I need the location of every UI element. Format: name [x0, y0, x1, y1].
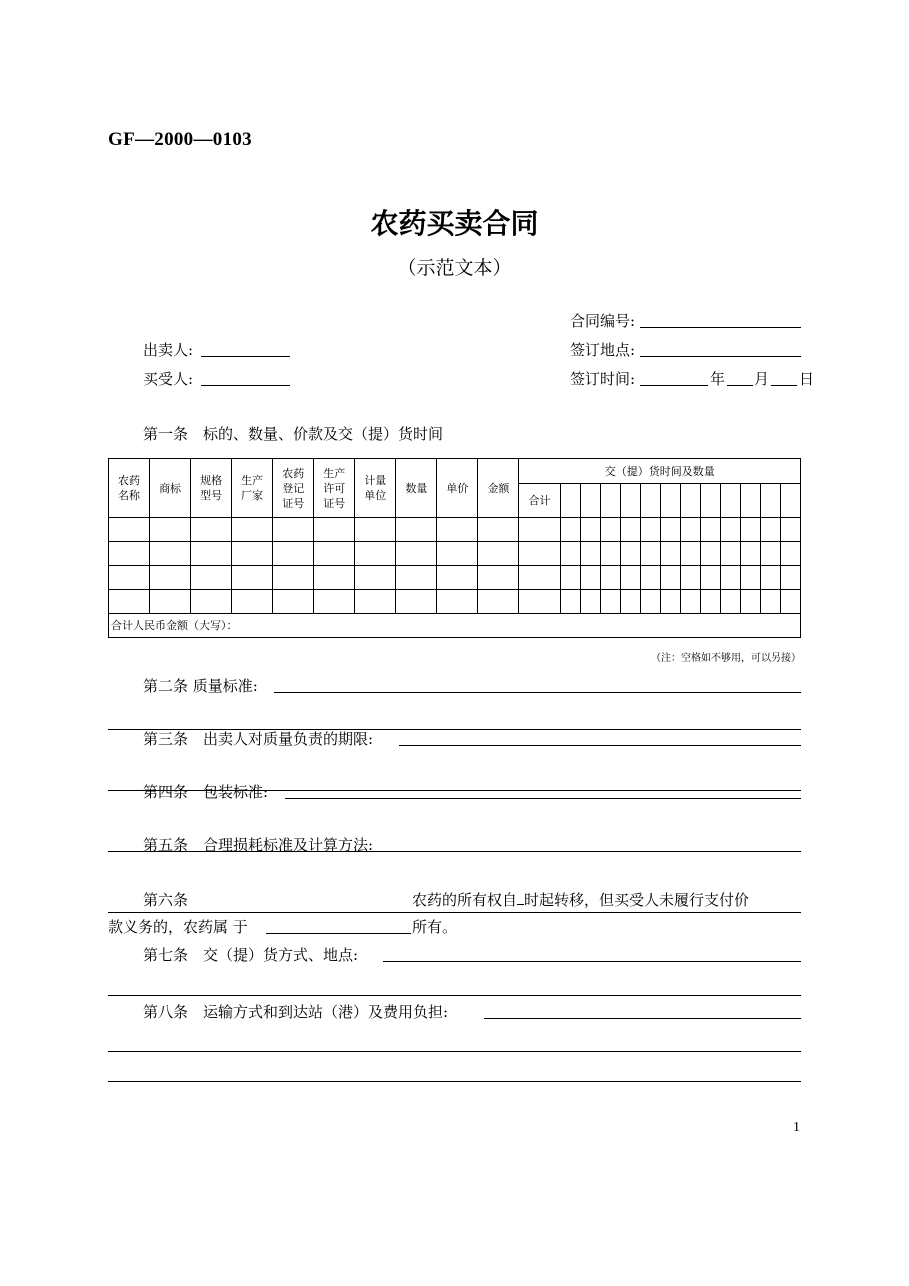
- month-label: 月: [754, 370, 770, 388]
- table-cell[interactable]: [640, 518, 660, 542]
- table-cell[interactable]: [720, 518, 740, 542]
- table-cell[interactable]: [273, 590, 314, 614]
- article-8-extra-line-2[interactable]: [108, 1081, 801, 1082]
- table-cell[interactable]: [600, 590, 620, 614]
- table-cell[interactable]: [273, 542, 314, 566]
- table-cell[interactable]: [660, 590, 680, 614]
- table-cell[interactable]: [314, 518, 355, 542]
- table-cell[interactable]: [150, 518, 191, 542]
- column-header: [396, 459, 437, 518]
- subtotal-header: 合计: [519, 484, 560, 518]
- table-cell[interactable]: [109, 542, 150, 566]
- total-amount-label: 合计人民币金额（大写）：: [109, 614, 801, 638]
- table-cell[interactable]: [560, 590, 580, 614]
- table-cell[interactable]: [109, 518, 150, 542]
- sign-place-label: 签订地点:: [570, 341, 636, 359]
- article-8-field[interactable]: [484, 1018, 801, 1019]
- table-cell[interactable]: [191, 590, 232, 614]
- table-cell[interactable]: [191, 542, 232, 566]
- table-cell[interactable]: [680, 566, 700, 590]
- column-header: [150, 459, 191, 518]
- page-number: 1: [793, 1120, 800, 1135]
- table-cell[interactable]: [580, 566, 600, 590]
- table-cell[interactable]: [109, 590, 150, 614]
- article-7-label: 第七条 交（提）货方式、地点:: [143, 946, 359, 964]
- table-cell[interactable]: [580, 590, 600, 614]
- sign-time-label: 签订时间:: [570, 370, 636, 388]
- year-label: 年: [710, 370, 726, 388]
- article-8-extra-line-1[interactable]: [108, 1051, 801, 1052]
- table-cell[interactable]: [780, 590, 800, 614]
- table-cell[interactable]: [232, 542, 273, 566]
- buyer-label: 买受人:: [143, 370, 194, 388]
- article-3-label: 第三条 出卖人对质量负责的期限:: [143, 730, 374, 748]
- table-cell[interactable]: [740, 566, 760, 590]
- column-header-line: 生产: [323, 466, 346, 480]
- table-cell[interactable]: [437, 566, 478, 590]
- column-header-line: 金额: [487, 481, 510, 495]
- table-cell[interactable]: [232, 518, 273, 542]
- column-header-line: 证号: [323, 496, 346, 510]
- table-cell[interactable]: [720, 542, 740, 566]
- article-7-field[interactable]: [383, 961, 801, 962]
- column-header: [478, 459, 519, 518]
- sign-day-field[interactable]: [771, 385, 797, 386]
- article-1-title: 第一条 标的、数量、价款及交（提）货时间: [143, 425, 444, 443]
- column-header: [355, 459, 396, 518]
- day-label: 日: [799, 370, 815, 388]
- table-cell[interactable]: [600, 566, 620, 590]
- table-cell[interactable]: [620, 566, 640, 590]
- column-header-line: 证号: [282, 496, 305, 510]
- delivery-date-header-cell[interactable]: [640, 484, 660, 518]
- table-cell[interactable]: [760, 542, 780, 566]
- table-cell[interactable]: [740, 518, 760, 542]
- delivery-date-header-cell[interactable]: [600, 484, 620, 518]
- table-cell[interactable]: [560, 518, 580, 542]
- sign-year-field[interactable]: [640, 385, 708, 386]
- table-cell[interactable]: [150, 542, 191, 566]
- article-5-label: 第五条 合理损耗标准及计算方法:: [143, 836, 374, 854]
- table-cell[interactable]: [580, 518, 600, 542]
- article-4-field[interactable]: [285, 798, 801, 799]
- table-cell[interactable]: [700, 542, 720, 566]
- table-cell[interactable]: [355, 566, 396, 590]
- column-header-line: 登记: [282, 481, 305, 495]
- delivery-date-header-cell[interactable]: [780, 484, 800, 518]
- contract-subtitle: （示范文本）: [397, 257, 512, 279]
- delivery-date-header-cell[interactable]: [700, 484, 720, 518]
- table-cell[interactable]: [478, 590, 519, 614]
- column-header: [109, 459, 150, 518]
- column-header-line: 型号: [200, 489, 223, 502]
- delivery-date-header-cell[interactable]: [620, 484, 640, 518]
- table-cell[interactable]: [760, 518, 780, 542]
- table-cell[interactable]: [314, 566, 355, 590]
- table-cell[interactable]: [191, 566, 232, 590]
- table-cell[interactable]: [560, 542, 580, 566]
- table-cell[interactable]: [640, 566, 660, 590]
- table-cell[interactable]: [273, 518, 314, 542]
- delivery-date-header-cell[interactable]: [720, 484, 740, 518]
- table-cell[interactable]: [680, 590, 700, 614]
- sign-place-field[interactable]: [640, 356, 801, 357]
- column-header-line: 农药: [282, 466, 305, 480]
- table-cell[interactable]: [700, 566, 720, 590]
- article-3-field[interactable]: [399, 745, 801, 746]
- buyer-field[interactable]: [201, 385, 290, 386]
- article-6-head: 第六条: [143, 891, 189, 909]
- table-cell[interactable]: [780, 566, 800, 590]
- table-cell[interactable]: [720, 590, 740, 614]
- table-cell[interactable]: [640, 542, 660, 566]
- article-2-field[interactable]: [274, 692, 801, 693]
- table-cell[interactable]: [640, 590, 660, 614]
- table-cell[interactable]: [620, 518, 640, 542]
- contract-no-field[interactable]: [640, 327, 801, 328]
- column-header-line: 商标: [159, 481, 182, 495]
- table-cell[interactable]: [232, 566, 273, 590]
- column-header-line: 数量: [405, 481, 428, 495]
- column-header: [191, 459, 232, 518]
- table-cell[interactable]: [660, 542, 680, 566]
- contract-no-label: 合同编号:: [570, 312, 636, 330]
- table-cell[interactable]: [478, 542, 519, 566]
- table-cell[interactable]: [600, 518, 620, 542]
- table-cell[interactable]: [580, 542, 600, 566]
- article-6-line2-b: 所有。: [412, 918, 458, 936]
- table-cell[interactable]: [355, 590, 396, 614]
- delivery-date-header-cell[interactable]: [760, 484, 780, 518]
- article-4-extra-line[interactable]: [108, 851, 399, 852]
- article-8-label: 第八条 运输方式和到达站（港）及费用负担:: [143, 1003, 449, 1021]
- column-header-line: 农药: [118, 474, 141, 487]
- seller-label: 出卖人:: [143, 341, 194, 359]
- table-row: [109, 590, 801, 614]
- table-cell[interactable]: [314, 542, 355, 566]
- table-cell[interactable]: [437, 542, 478, 566]
- table-cell[interactable]: [700, 518, 720, 542]
- table-cell[interactable]: [519, 566, 560, 590]
- delivery-date-header-cell[interactable]: [660, 484, 680, 518]
- column-header-line: 许可: [323, 481, 346, 495]
- document-code: GF—2000—0103: [108, 129, 252, 150]
- ownership-party-field[interactable]: [266, 933, 411, 934]
- column-header-line: 名称: [118, 489, 141, 502]
- table-cell[interactable]: [478, 518, 519, 542]
- table-cell[interactable]: [314, 590, 355, 614]
- seller-field[interactable]: [201, 356, 290, 357]
- table-cell[interactable]: [396, 542, 437, 566]
- table-cell[interactable]: [600, 542, 620, 566]
- article-6-rule: [108, 912, 801, 913]
- table-cell[interactable]: [660, 518, 680, 542]
- table-cell[interactable]: [620, 590, 640, 614]
- sign-month-field[interactable]: [727, 385, 753, 386]
- table-cell[interactable]: [740, 542, 760, 566]
- table-cell[interactable]: [150, 590, 191, 614]
- table-cell[interactable]: [355, 518, 396, 542]
- table-cell[interactable]: [191, 518, 232, 542]
- ownership-time-field[interactable]: [517, 890, 524, 905]
- article-6-text: 农药的所有权自 时起转移，但买受人未履行支付价: [412, 891, 750, 909]
- table-row: [109, 542, 801, 566]
- table-cell[interactable]: [437, 590, 478, 614]
- table-cell[interactable]: [780, 518, 800, 542]
- table-cell[interactable]: [355, 542, 396, 566]
- table-cell[interactable]: [760, 566, 780, 590]
- column-header: [437, 459, 478, 518]
- table-cell[interactable]: [396, 590, 437, 614]
- table-cell[interactable]: [150, 566, 191, 590]
- column-header-line: 单位: [364, 489, 387, 502]
- table-cell[interactable]: [620, 542, 640, 566]
- delivery-date-header-cell[interactable]: [680, 484, 700, 518]
- delivery-date-header-cell[interactable]: [740, 484, 760, 518]
- article-2-label: 第二条 质量标准:: [143, 677, 258, 695]
- article-6-line2-a: 款义务的，农药属 于: [108, 918, 248, 936]
- table-cell[interactable]: [519, 518, 560, 542]
- column-header-line: 生产: [241, 474, 264, 487]
- table-note: （注：空格如不够用，可以另接）: [651, 653, 801, 664]
- article-5-field[interactable]: [399, 851, 801, 852]
- table-cell[interactable]: [680, 542, 700, 566]
- table-row: [109, 566, 801, 590]
- column-header: [232, 459, 273, 518]
- contract-title: 农药买卖合同: [370, 207, 539, 240]
- column-header-line: 计量: [364, 474, 387, 487]
- table-cell[interactable]: [780, 542, 800, 566]
- table-cell[interactable]: [396, 518, 437, 542]
- column-header-line: 规格: [200, 474, 223, 487]
- table-cell[interactable]: [740, 590, 760, 614]
- table-cell[interactable]: [560, 566, 580, 590]
- column-header: [273, 459, 314, 518]
- column-header-line: 单价: [446, 481, 469, 495]
- table-cell[interactable]: [232, 590, 273, 614]
- table-cell[interactable]: [680, 518, 700, 542]
- table-cell[interactable]: [660, 566, 680, 590]
- table-cell[interactable]: [760, 590, 780, 614]
- goods-table: [108, 458, 801, 638]
- table-cell[interactable]: [437, 518, 478, 542]
- table-cell[interactable]: [396, 566, 437, 590]
- table-cell[interactable]: [519, 590, 560, 614]
- column-header: [314, 459, 355, 518]
- article-4-label: 第四条 包装标准:: [143, 783, 269, 801]
- article-7-extra-line[interactable]: [108, 995, 801, 996]
- table-cell[interactable]: [700, 590, 720, 614]
- delivery-header: 交（提）货时间及数量: [519, 459, 801, 484]
- delivery-date-header-cell[interactable]: [580, 484, 600, 518]
- table-cell[interactable]: [519, 542, 560, 566]
- delivery-date-header-cell[interactable]: [560, 484, 580, 518]
- table-cell[interactable]: [273, 566, 314, 590]
- table-cell[interactable]: [478, 566, 519, 590]
- column-header-line: 厂家: [241, 489, 264, 502]
- table-cell[interactable]: [720, 566, 740, 590]
- table-row: [109, 518, 801, 542]
- table-cell[interactable]: [109, 566, 150, 590]
